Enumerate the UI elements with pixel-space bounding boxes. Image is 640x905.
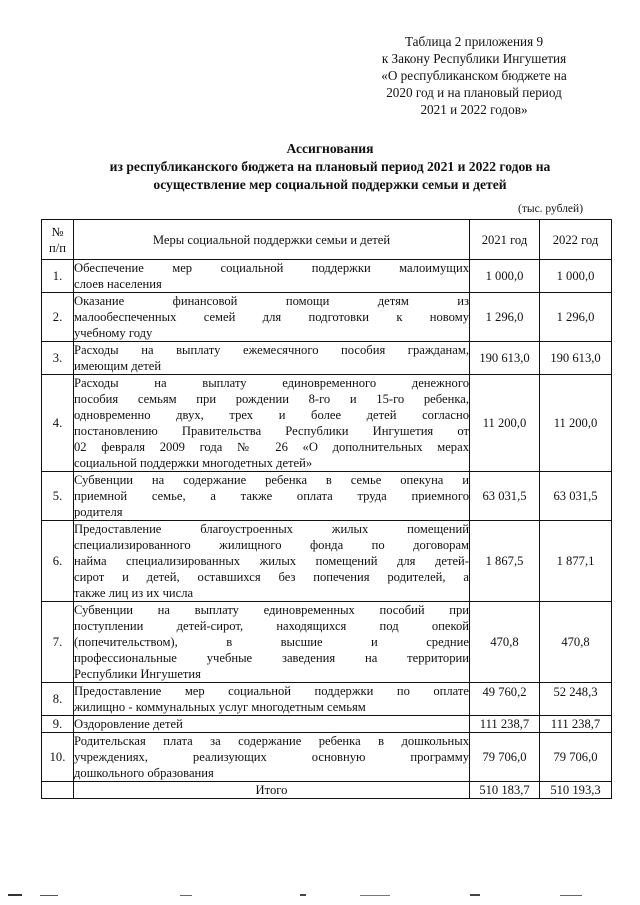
measure-line: учебному году: [74, 326, 153, 340]
row-number: 8.: [42, 683, 74, 716]
measure-line: Обеспечение мер социальной поддержки малоимущих: [74, 261, 469, 275]
value-2022: 1 877,1: [540, 521, 612, 602]
header-line: «О республиканском бюджете на: [381, 68, 567, 83]
header-line: 2021 и 2022 годов»: [420, 102, 528, 117]
column-header-2022: 2022 год: [540, 220, 612, 260]
row-number: 4.: [42, 375, 74, 472]
row-number: 2.: [42, 293, 74, 342]
row-number: 7.: [42, 602, 74, 683]
row-number: 6.: [42, 521, 74, 602]
measure-line: Субвенции на выплату единовременных пособий при: [74, 603, 469, 617]
assignments-table: [41, 219, 612, 799]
measure-line: приемной семье, а также оплата труда приемного: [74, 489, 469, 503]
value-2022: 52 248,3: [540, 683, 612, 716]
measure-line: также лиц из их числа: [74, 586, 194, 600]
total-2021: 510 183,7: [470, 782, 540, 799]
row-measure: [74, 472, 470, 521]
title-line: осуществление мер социальной поддержки семьи и детей: [153, 177, 507, 192]
row-measure: [74, 716, 470, 733]
measure-line: поступлении детей-сирот, находящихся под опекой: [74, 619, 469, 633]
header-number-abbr: п/п: [49, 240, 66, 255]
table-row: [42, 733, 612, 782]
measure-line: социальной поддержки многодетных детей»: [74, 456, 313, 470]
value-2021: 190 613,0: [470, 342, 540, 375]
measure-line: Предоставление мер социальной поддержки по оплате: [74, 684, 469, 698]
measure-line: Расходы на выплату ежемесячного пособия гражданам,: [74, 343, 469, 357]
measure-line: постановлению Правительства Республики Ингушетия от: [74, 424, 469, 438]
row-number: 5.: [42, 472, 74, 521]
value-2022: 1 000,0: [540, 260, 612, 293]
value-2022: 190 613,0: [540, 342, 612, 375]
measure-line: Республики Ингушетия: [74, 667, 201, 681]
row-number: 3.: [42, 342, 74, 375]
table-row: [42, 375, 612, 472]
measure-line: учреждениях, реализующих основную программу: [74, 750, 469, 764]
value-2022: 79 706,0: [540, 733, 612, 782]
document-title: [30, 140, 630, 194]
measure-line: профессиональные учебные заведения на территории: [74, 651, 469, 665]
title-line: из республиканского бюджета на плановый период 2021 и 2022 годов на: [109, 159, 551, 174]
table-row: [42, 293, 612, 342]
value-2021: 79 706,0: [470, 733, 540, 782]
value-2021: 470,8: [470, 602, 540, 683]
measure-line: 02 февраля 2009 года № 26 «О дополнительных мерах: [74, 440, 469, 454]
row-measure: [74, 602, 470, 683]
measure-line: пособия семьям при рождении 8-го и 15-го ребенка,: [74, 392, 469, 406]
table-body: [42, 260, 612, 782]
measure-line: малообеспеченных семей для подготовки к новому: [74, 310, 469, 324]
value-2022: 111 238,7: [540, 716, 612, 733]
table-header-row: [42, 220, 612, 260]
header-number-symbol: №: [51, 224, 64, 239]
measure-line: жилищно - коммунальных услуг многодетным семьям: [74, 700, 366, 714]
value-2021: 111 238,7: [470, 716, 540, 733]
measure-line: Субвенции на содержание ребенка в семье опекуна и: [74, 473, 469, 487]
table-row: [42, 716, 612, 733]
measure-line: слоев населения: [74, 277, 162, 291]
row-measure: [74, 293, 470, 342]
scan-specks: [0, 893, 640, 899]
measure-line: Оказание финансовой помощи детям из: [74, 294, 469, 308]
row-number: 1.: [42, 260, 74, 293]
row-measure: [74, 260, 470, 293]
table-row: [42, 260, 612, 293]
value-2021: 11 200,0: [470, 375, 540, 472]
measure-line: родителя: [74, 505, 123, 519]
table-row: [42, 342, 612, 375]
measure-line: сирот и детей, оставшихся без попечения родителей, а: [74, 570, 469, 584]
measure-line: Родительская плата за содержание ребенка в дошкольных: [74, 734, 469, 748]
value-2021: 63 031,5: [470, 472, 540, 521]
value-2022: 470,8: [540, 602, 612, 683]
measure-line: специализированного жилищного фонда по договорам: [74, 538, 469, 552]
total-empty-cell: [42, 782, 74, 799]
value-2021: 1 000,0: [470, 260, 540, 293]
measure-line: (попечительством), в высшие и средние: [74, 635, 469, 649]
document-header: [356, 33, 592, 118]
value-2022: 63 031,5: [540, 472, 612, 521]
value-2021: 1 867,5: [470, 521, 540, 602]
row-number: 9.: [42, 716, 74, 733]
table-row: [42, 683, 612, 716]
table-row: [42, 602, 612, 683]
value-2021: 49 760,2: [470, 683, 540, 716]
row-measure: [74, 683, 470, 716]
measure-line: Предоставление благоустроенных жилых помещений: [74, 522, 469, 536]
measure-line: одновременно двух, трех и более детей согласно: [74, 408, 469, 422]
total-2022: 510 193,3: [540, 782, 612, 799]
column-header-2021: 2021 год: [470, 220, 540, 260]
total-label: Итого: [74, 782, 470, 799]
row-number: 10.: [42, 733, 74, 782]
units-label: (тыс. рублей): [518, 203, 584, 215]
title-line: Ассигнования: [286, 141, 374, 156]
row-measure: [74, 733, 470, 782]
header-line: к Закону Республики Ингушетия: [381, 51, 567, 66]
total-row: [42, 782, 612, 799]
measure-line: найма специализированных жилых помещений для детей-: [74, 554, 469, 568]
header-line: 2020 год и на плановый период: [386, 85, 562, 100]
table-row: [42, 472, 612, 521]
table-row: [42, 521, 612, 602]
row-measure: [74, 521, 470, 602]
measure-line: дошкольного образования: [74, 766, 214, 780]
measure-line: имеющим детей: [74, 359, 162, 373]
value-2022: 11 200,0: [540, 375, 612, 472]
value-2022: 1 296,0: [540, 293, 612, 342]
value-2021: 1 296,0: [470, 293, 540, 342]
column-header-number: [42, 220, 74, 260]
row-measure: [74, 375, 470, 472]
measure-line: Оздоровление детей: [74, 717, 183, 731]
measure-line: Расходы на выплату единовременного денежного: [74, 376, 469, 390]
row-measure: [74, 342, 470, 375]
column-header-measure: Меры социальной поддержки семьи и детей: [74, 220, 470, 260]
header-line: Таблица 2 приложения 9: [404, 34, 544, 49]
